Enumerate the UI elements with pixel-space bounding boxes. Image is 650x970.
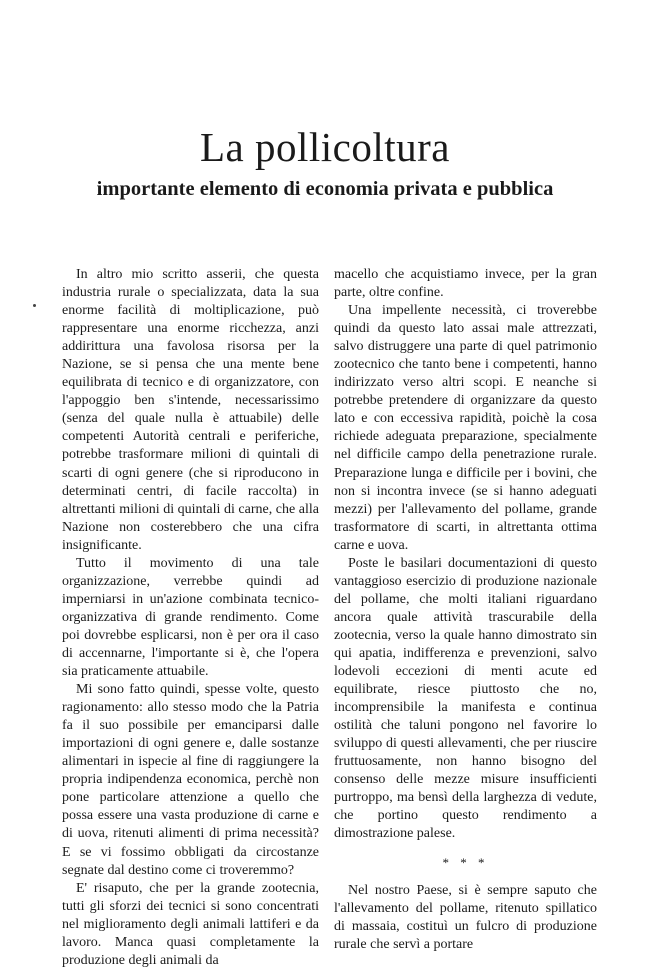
section-separator: * * *	[442, 854, 489, 870]
article-subtitle: importante elemento di economia privata e pubblica	[96, 178, 554, 200]
paragraph: Poste le basilari documentazioni di questo vantaggioso esercizio di produzione nazionale del pollame, che molti italiani riguardano ancora quale attività trascurabile della zootecnia, verso la quale hanno dimostrato sin qui apatia, indifferenza e prevenzioni, salvo lodevoli eccezioni di menti acute ed equilibrate, riesce piuttosto che no, incomprensibile la manifesta e continua ostilità che taluni pongono nel favorire lo sviluppo di questi allevamenti, che per riuscire fruttuosamente, non hanno bisogno del consenso delle mezze misure insufficienti purtroppo, ma bensì della larghezza di vedute, che portino questo rendimento a dimostrazione palese.	[334, 555, 597, 842]
right-column	[334, 266, 597, 954]
paragraph: Nel nostro Paese, si è sempre saputo che l'allevamento del pollame, ritenuto spillatico di massaia, costituì un fulcro di produzione rurale che servì a portare	[334, 882, 597, 952]
left-column	[62, 266, 319, 970]
paragraph: In altro mio scritto asserii, che questa industria rurale o specializzata, data la sua enorme facilità di moltiplicazione, può rappresentare una enorme ricchezza, anzi addirittura una favolosa risorsa per la Nazione, se si pensa che una mente bene equilibrata di tecnico e di organizzatore, con l'appoggio ben s'intende, necessarissimo (senza del quale nulla è attuabile) delle competenti Autorità centrali e periferiche, potrebbe trasformare milioni di quintali di scarti di ogni genere (che si riproducono in determinati centri, di facile raccolta) in altrettanti milioni di quintali di carne, che alla Nazione non costerebbero che una cifra insignificante.	[62, 267, 319, 553]
paragraph: Una impellente necessità, ci troverebbe quindi da questo lato assai male attrezzati, salvo distruggere una parte di quel patrimonio zootecnico che tanto bene i competenti, hanno indirizzato verso altri scopi. E neanche si potrebbe pretendere di organizzare da questo lato e con eccessiva rapidità, poichè la cosa richiede adeguata preparazione, specialmente nel difficile campo della penetrazione rurale. Preparazione lunga e difficile per i bovini, che non si incontra invece (se si hanno adeguati mezzi) per l'allevamento del pollame, grande trasformatore di scarti, in altrettanta ottima carne e uova.	[334, 303, 597, 553]
paragraph: E' risaputo, che per la grande zootecnia, tutti gli sforzi dei tecnici si sono concentrati nel miglioramento degli animali lattiferi e da lavoro. Manca quasi completamente la produzione degli animali da	[62, 880, 319, 968]
paragraph: Tutto il movimento di una tale organizzazione, verrebbe quindi ad imperniarsi in un'azione combinata tecnico-organizzativa di grande rendimento. Come poi dovrebbe esplicarsi, non è per ora il caso di accennarne, l'importante si è, che l'opera sia praticamente attuabile.	[62, 555, 319, 680]
paragraph: Mi sono fatto quindi, spesse volte, questo ragionamento: allo stesso modo che la Patria fa il suo possibile per emanciparsi dalle importazioni di ogni genere e, dalle sostanze alimentari in ispecie al fine di raggiungere la propria indipendenza economica, perchè non pone particolare attenzione a quello che possa essere una vasta produzione di carne e di uova, ritenuti alimenti di prima necessità? E se vi fossimo obbligati da circostanze segnate dal destino come ci troveremmo?	[62, 682, 319, 878]
margin-mark	[33, 304, 36, 307]
article-title: La pollicoltura	[200, 124, 450, 170]
paragraph-continuation: macello che acquistiamo invece, per la gran parte, oltre confine.	[334, 267, 597, 301]
